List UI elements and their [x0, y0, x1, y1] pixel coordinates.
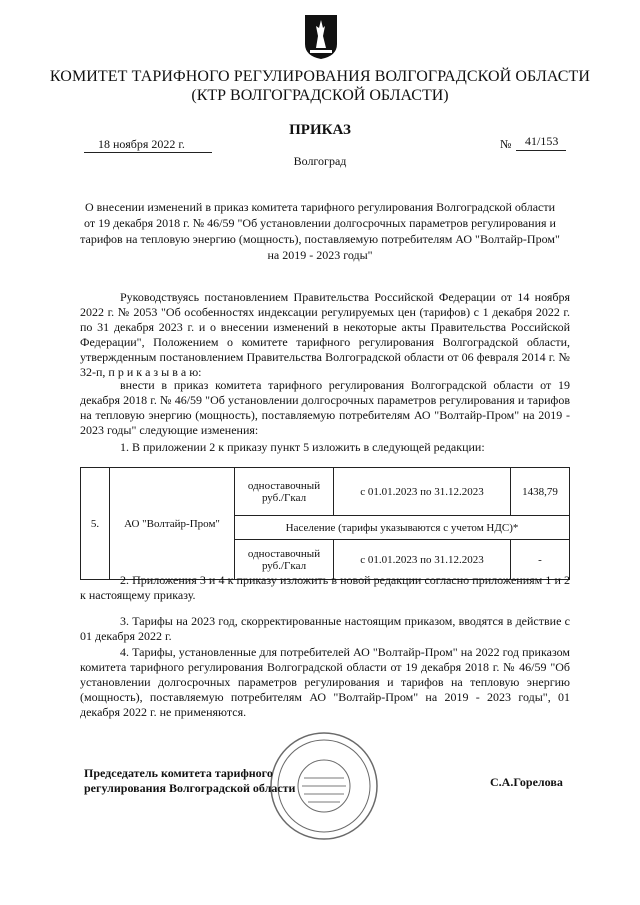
date-underline — [84, 152, 212, 153]
period-cell: с 01.01.2023 по 31.12.2023 — [334, 468, 511, 516]
population-note-cell: Население (тарифы указываются с учетом НДС)* — [235, 516, 570, 540]
tariff-type-cell: одноставочный руб./Гкал — [235, 540, 334, 580]
doc-number: 41/153 — [525, 134, 559, 148]
company-cell: АО "Волтайр-Пром" — [110, 468, 235, 580]
item-3-paragraph: 3. Тарифы на 2023 год, скорректированные настоящим приказом, вводятся в действие с 01 декабря 2022 г. — [80, 614, 570, 643]
org-short-name: (КТР ВОЛГОГРАДСКОЙ ОБЛАСТИ) — [191, 87, 449, 104]
item-1-paragraph: 1. В приложении 2 к приказу пункт 5 изложить в следующей редакции: — [120, 440, 485, 454]
value-cell: 1438,79 — [511, 468, 570, 516]
tariff-type-cell: одноставочный руб./Гкал — [235, 468, 334, 516]
order-intro-paragraph: внести в приказ комитета тарифного регулирования Волгоградской области от 19 декабря 2018 г. № 46/59 "Об установлении долгосрочных параметров регулирования и тарифов на тепловую энергию (мощность), поставляемую потребителям АО "Волтайр-Пром" на 2019 - 2023 годы" следующие изменения: — [80, 378, 570, 437]
number-underline — [516, 150, 566, 151]
doc-date: 18 ноября 2022 г. — [98, 137, 185, 151]
doc-city: Волгоград — [293, 154, 347, 168]
item-2-paragraph: 2. Приложения 3 и 4 к приказу изложить в новой редакции согласно приложениям 1 и 2 к настоящему приказу. — [80, 573, 570, 602]
doc-type: ПРИКАЗ — [289, 122, 351, 138]
value-cell: - — [511, 540, 570, 580]
signatory-title-line-2: регулирования Волгоградской области — [84, 781, 296, 795]
preamble-paragraph: Руководствуясь постановлением Правительства Российской Федерации от 14 ноября 2022 г. № 2053 "Об особенностях индексации регулируемых цен (тарифов) с 1 декабря 2022 г. по 31 декабря 2023 г. и о внесении изменений в некоторые акты Правительства Российской Федерации", Положением о комитете тарифного регулирования Волгоградской области, утвержденным постановлением Правительства Волгоградской области от 06 февраля 2014 г. № 32-п, п р и к а з ы в а ю: — [80, 290, 570, 379]
signatory-name: С.А.Горелова — [490, 775, 563, 789]
signatory-title-line-1: Председатель комитета тарифного — [84, 766, 273, 780]
row-number-cell: 5. — [81, 468, 110, 580]
org-name: КОМИТЕТ ТАРИФНОГО РЕГУЛИРОВАНИЯ ВОЛГОГРАДСКОЙ ОБЛАСТИ — [49, 68, 591, 85]
doc-number-label: № — [500, 137, 512, 151]
item-4-paragraph: 4. Тарифы, установленные для потребителей АО "Волтайр-Пром" на 2022 год приказом комитета тарифного регулирования Волгоградской области от 19 декабря 2018 г. № 46/59 "Об установлении долгосрочных параметров регулирования и тарифов на тепловую энергию (мощность), поставляемую потребителям АО "Волтайр-Пром" на 2019 - 2023 годы", 01 декабря 2022 г. не применяются. — [80, 645, 570, 719]
table-row — [81, 468, 570, 516]
tariff-table — [80, 467, 570, 580]
period-cell: с 01.01.2023 по 31.12.2023 — [334, 540, 511, 580]
doc-subject: О внесении изменений в приказ комитета тарифного регулирования Волгоградской области от 19 декабря 2018 г. № 46/59 "Об установлении долгосрочных параметров регулирования и тарифов на тепловую энергию (мощность), поставляемую потребителям АО "Волтайр-Пром" на 2019 - 2023 годы" — [80, 200, 560, 262]
coat-of-arms-icon — [304, 14, 338, 60]
